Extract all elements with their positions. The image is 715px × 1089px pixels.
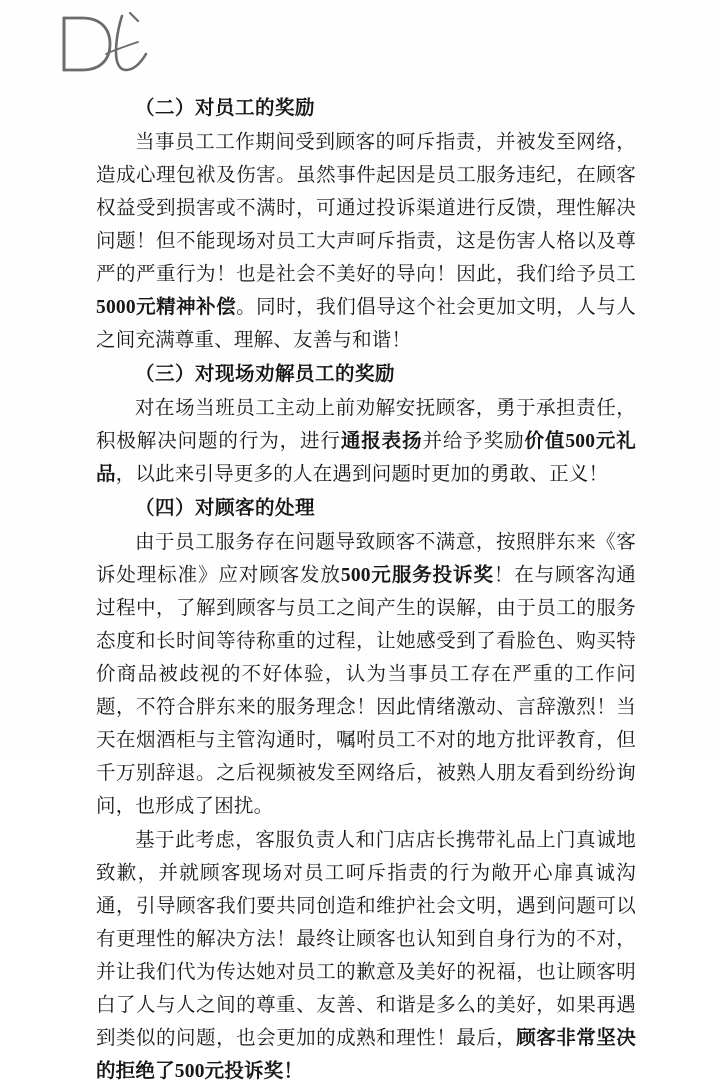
emphasis-text: 通报表扬 [340, 431, 423, 452]
body-text: 并给予奖励 [422, 431, 525, 452]
body-text: 。同时，我们倡导这个社会更加文明，人与人之间充满尊重、理解、友善与和谐！ [96, 297, 636, 351]
section-paragraph [96, 824, 636, 1088]
section-paragraph [96, 126, 636, 357]
emphasis-text: 500元服务投诉奖 [340, 565, 494, 586]
emphasis-text: 顾客非常坚决的拒绝了500元投诉奖！ [96, 1028, 637, 1082]
body-text: 当事员工工作期间受到顾客的呵斥指责，并被发至网络，造成心理包袱及伤害。虽然事件起因是员工服务违纪，在顾客权益受到损害或不满时，可通过投诉渠道进行反馈，理性解决问题！但不能现场对员工大声呵斥指责，这是伤害人格以及尊严的严重行为！也是社会不美好的导向！因此，我们给予员工 [96, 132, 636, 285]
section-heading: （四）对顾客的处理 [135, 498, 316, 519]
section-heading: （二）对员工的奖励 [135, 98, 316, 119]
body-text: 基于此考虑，客服负责人和门店店长携带礼品上门真诚地致歉，并就顾客现场对员工呵斥指责的行为敞开心扉真诚沟通，引导顾客我们要共同创造和维护社会文明，遇到问题可以有更理性的解决方法！最终让顾客也认知到自身行为的不对，并让我们代为传达她对员工的歉意及美好的祝福，也让顾客明白了人与人之间的尊重、友善、和谐是多么的美好，如果再遇到类似的问题，也会更加的成熟和理性！最后， [96, 830, 636, 1049]
emphasis-text: 5000元精神补偿 [96, 297, 237, 318]
body-text: 对在场当班员工主动上前劝解安抚顾客，勇于承担责任，积极解决问题的行为，进行 [96, 398, 636, 452]
dl-monogram-logo [34, 8, 154, 78]
body-text: 由于员工服务存在问题导致顾客不满意，按照胖东来《客诉处理标准》应对顾客发放 [96, 532, 636, 586]
body-text: ！在与顾客沟通过程中，了解到顾客与员工之间产生的误解，由于员工的服务态度和长时间等待称重的过程，让她感受到了看脸色、购买特价商品被歧视的不好体验，认为当事员工存在严重的工作问题，不符合胖东来的服务理念！因此情绪激动、言辞激烈！当天在烟酒柜与主管沟通时，嘱咐员工不对的地方批评教育，但千万别辞退。之后视频被发至网络后，被熟人朋友看到纷纷询问，也形成了困扰。 [96, 565, 637, 817]
document-text-body [96, 92, 636, 1089]
section-paragraph [96, 392, 636, 491]
emphasis-text: 价值500元礼品 [96, 431, 636, 485]
section-paragraph [96, 526, 636, 823]
body-text: ，以此来引导更多的人在遇到问题时更加的勇敢、正义！ [115, 464, 609, 485]
section-heading: （三）对现场劝解员工的奖励 [135, 364, 396, 385]
